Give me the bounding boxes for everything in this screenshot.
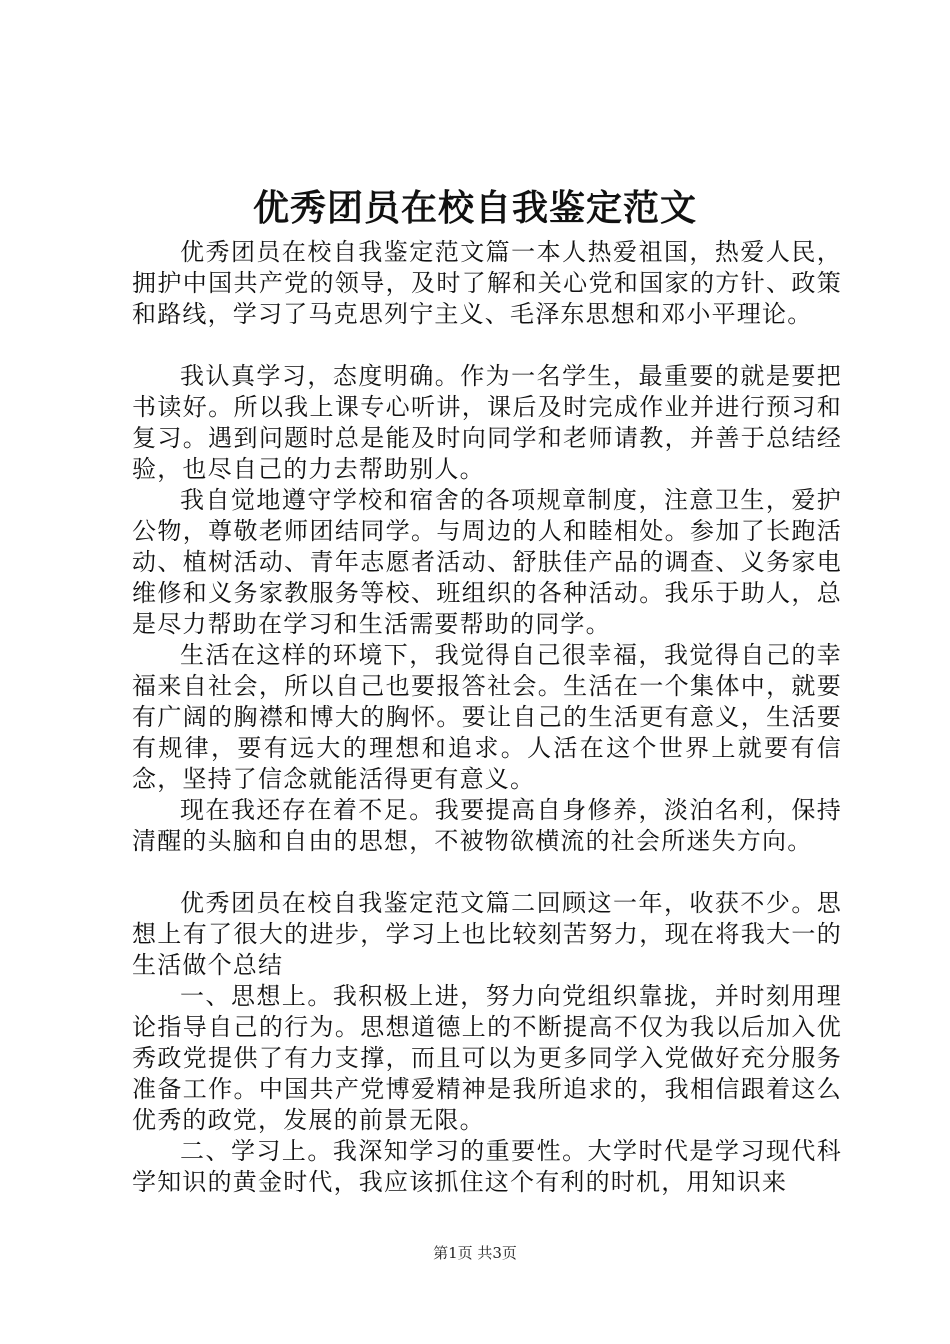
page-footer: 第1页 共3页 (433, 1244, 517, 1262)
paragraph-2: 我认真学习，态度明确。作为一名学生，最重要的就是要把书读好。所以我上课专心听讲，课后及时完成作业并进行预习和复习。遇到问题时总是能及时向同学和老师请教，并善于总结经验，也尽自己的力去帮助别人。 (132, 362, 842, 483)
paragraph-8: 二、学习上。我深知学习的重要性。大学时代是学习现代科学知识的黄金时代，我应该抓住这个有利的时机，用知识来 (132, 1137, 842, 1196)
paragraph-3: 我自觉地遵守学校和宿舍的各项规章制度，注意卫生，爱护公物，尊敬老师团结同学。与周边的人和睦相处。参加了长跑活动、植树活动、青年志愿者活动、舒肤佳产品的调查、义务家电维修和义务家教服务等校、班组织的各种活动。我乐于助人，总是尽力帮助在学习和生活需要帮助的同学。 (132, 486, 842, 638)
paragraph-5: 现在我还存在着不足。我要提高自身修养，淡泊名利，保持清醒的头脑和自由的思想，不被物欲横流的社会所迷失方向。 (132, 796, 842, 855)
paragraph-1: 优秀团员在校自我鉴定范文篇一本人热爱祖国，热爱人民，拥护中国共产党的领导，及时了解和关心党和国家的方针、政策和路线，学习了马克思列宁主义、毛泽东思想和邓小平理论。 (132, 238, 842, 328)
paragraph-6: 优秀团员在校自我鉴定范文篇二回顾这一年，收获不少。思想上有了很大的进步，学习上也比较刻苦努力，现在将我大一的生活做个总结 (132, 889, 842, 979)
document-body (132, 237, 842, 1198)
paragraph-7: 一、思想上。我积极上进，努力向党组织靠拢，并时刻用理论指导自己的行为。思想道德上的不断提高不仅为我以后加入优秀政党提供了有力支撑，而且可以为更多同学入党做好充分服务准备工作。中国共产党博爱精神是我所追求的，我相信跟着这么优秀的政党，发展的前景无限。 (132, 982, 842, 1134)
paragraph-4: 生活在这样的环境下，我觉得自己很幸福，我觉得自己的幸福来自社会，所以自己也要报答社会。生活在一个集体中，就要有广阔的胸襟和博大的胸怀。要让自己的生活更有意义，生活要有规律，要有远大的理想和追求。人活在这个世界上就要有信念，坚持了信念就能活得更有意义。 (132, 641, 842, 793)
document-title: 优秀团员在校自我鉴定范文 (252, 187, 697, 229)
